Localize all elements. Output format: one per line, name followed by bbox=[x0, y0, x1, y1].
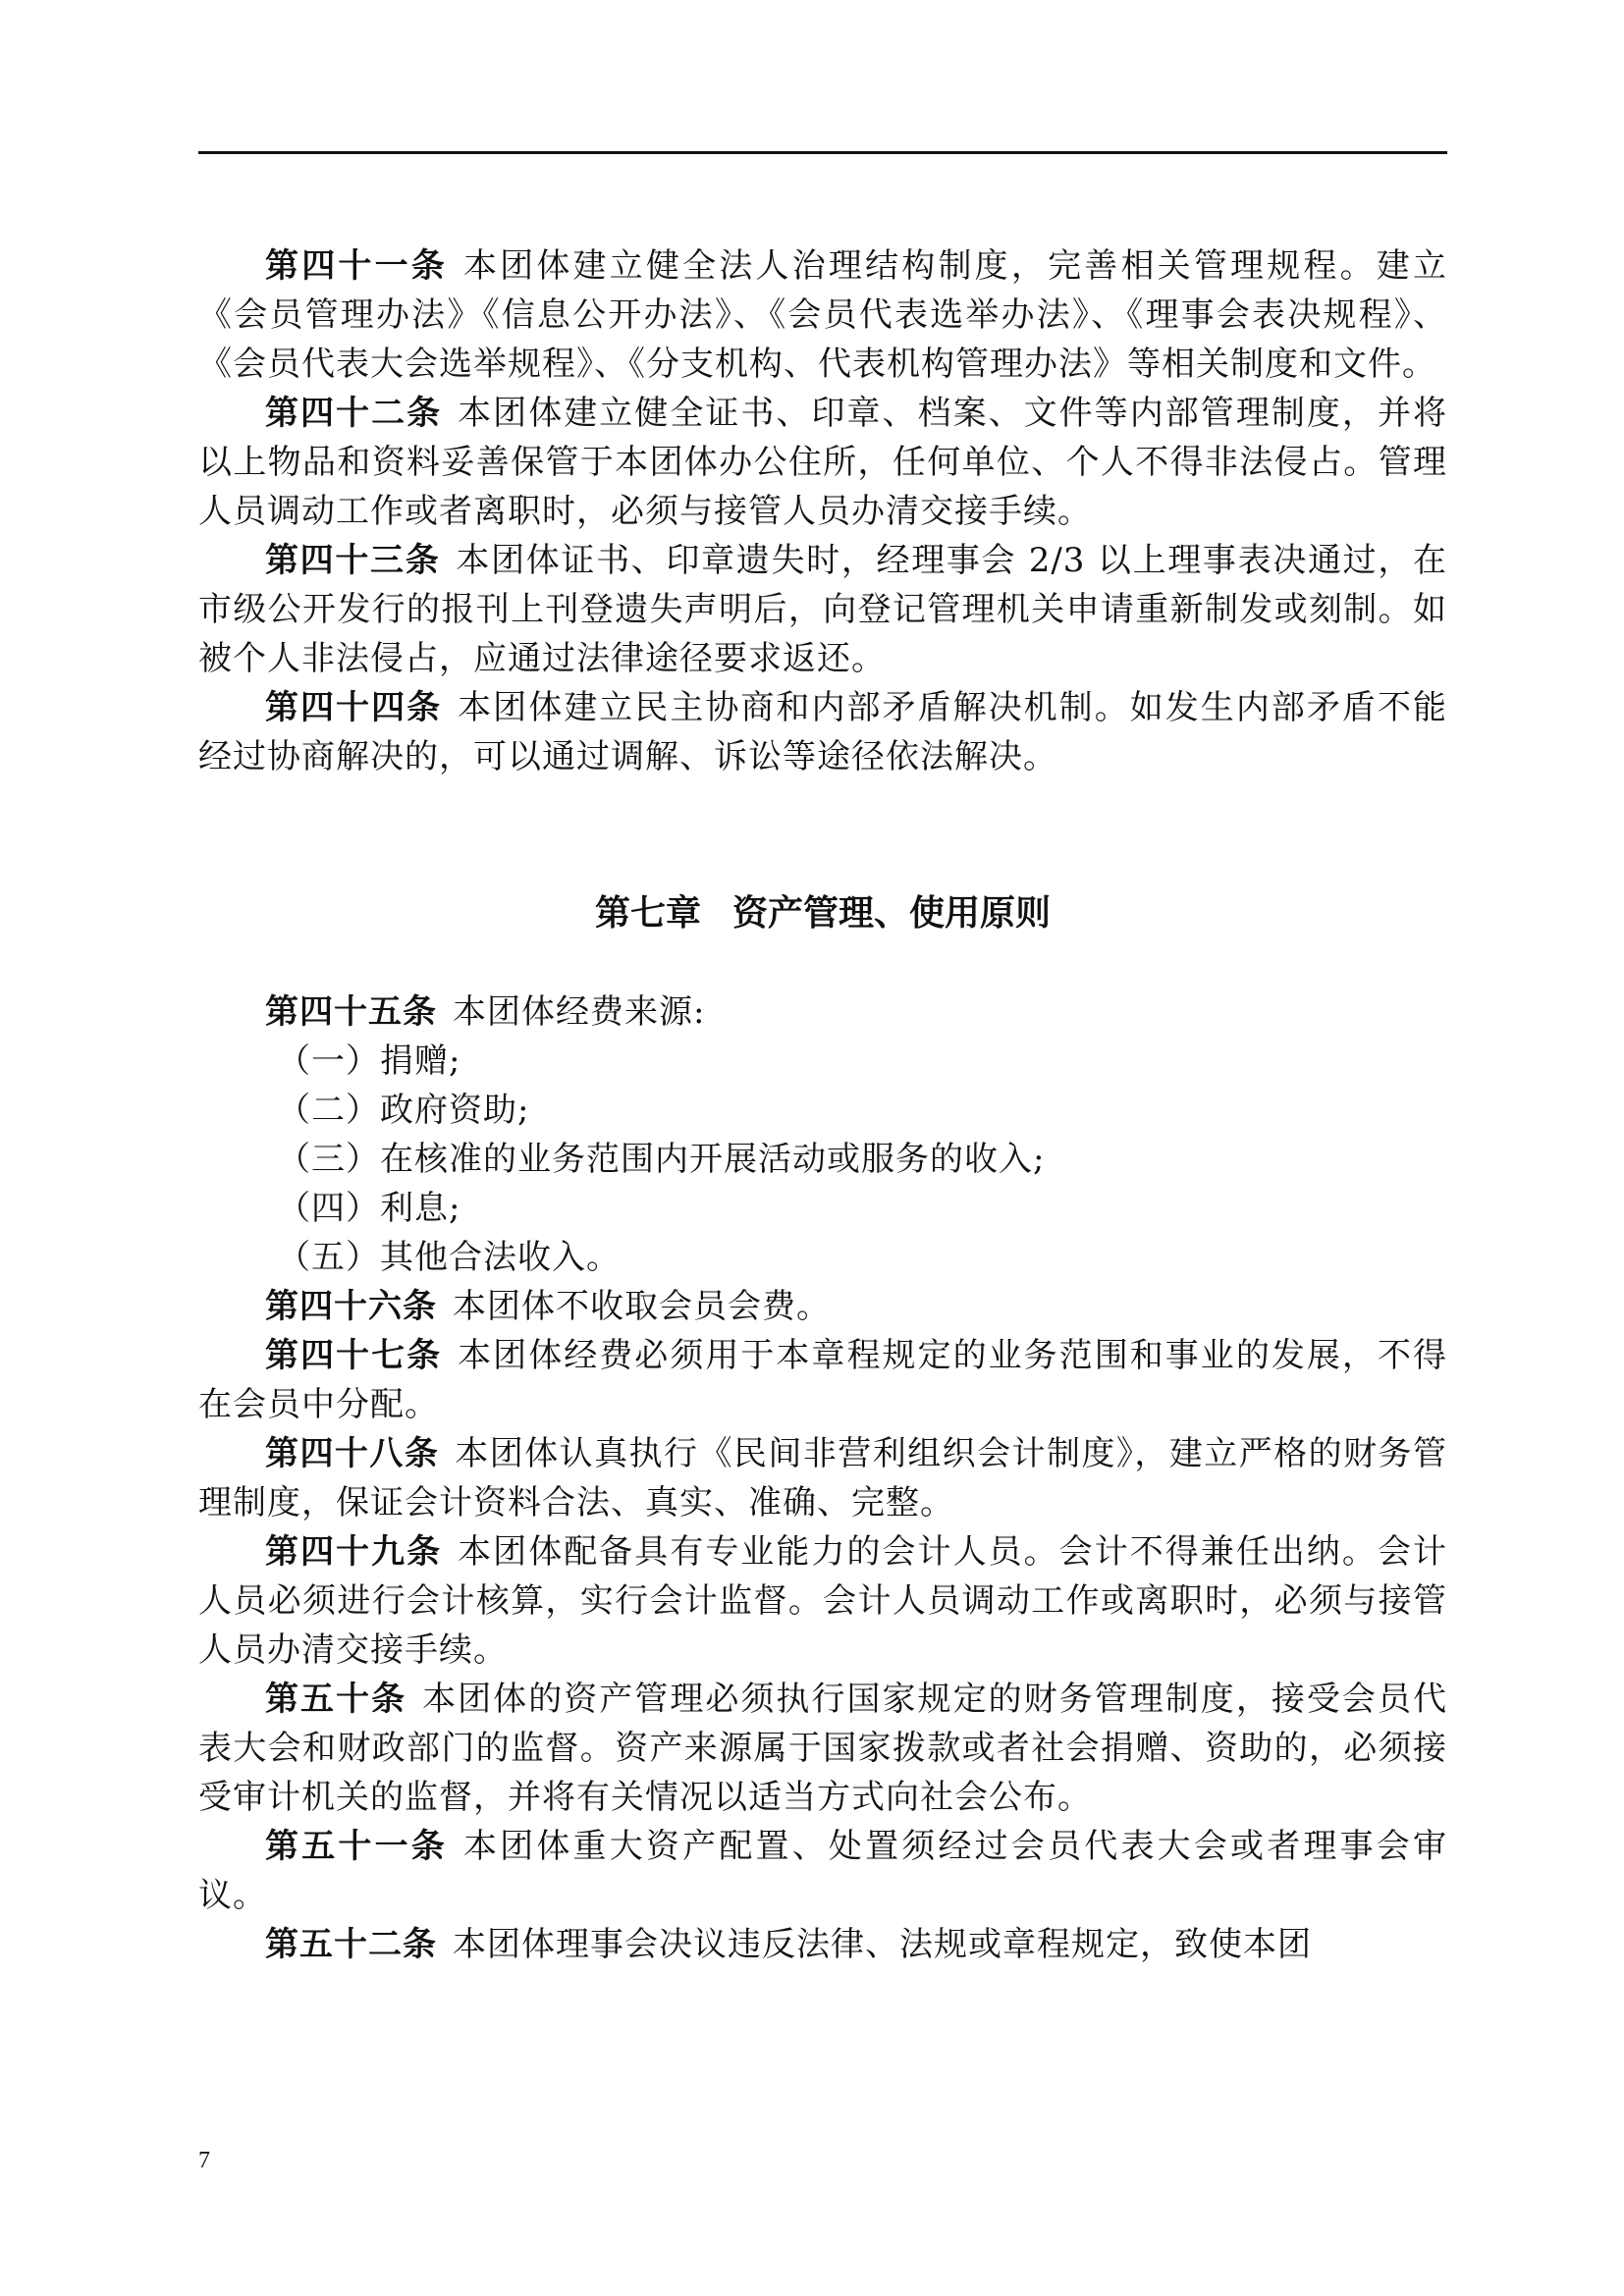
list-item: （四）利息; bbox=[277, 1189, 461, 1228]
page-number: 7 bbox=[198, 2148, 210, 2173]
article-number: 第五十一条 bbox=[265, 1827, 448, 1866]
header-rule bbox=[198, 151, 1447, 154]
article-43 bbox=[198, 536, 1447, 683]
article-text: 本团体经费必须用于本章程规定的业务范围和事业的发展，不得在会员中分配。 bbox=[198, 1336, 1447, 1424]
article-text: 本团体认真执行《民间非营利组织会计制度》，建立严格的财务管理制度，保证会计资料合法、真实、准确、完整。 bbox=[198, 1434, 1448, 1522]
article-46 bbox=[198, 1282, 1447, 1331]
list-item: （五）其他合法收入。 bbox=[277, 1238, 621, 1277]
article-number: 第四十五条 bbox=[265, 992, 437, 1032]
document-body bbox=[198, 241, 1447, 1969]
chapter-heading bbox=[198, 887, 1447, 940]
article-text: 本团体建立健全证书、印章、档案、文件等内部管理制度，并将以上物品和资料妥善保管于本团体办公住所，任何单位、个人不得非法侵占。管理人员调动工作或者离职时，必须与接管人员办清交接手续。 bbox=[198, 394, 1447, 531]
article-52 bbox=[198, 1920, 1447, 1969]
article-41 bbox=[198, 241, 1447, 389]
list-item: （三）在核准的业务范围内开展活动或服务的收入; bbox=[277, 1140, 1046, 1179]
article-number: 第四十九条 bbox=[265, 1532, 443, 1572]
article-text: 本团体证书、印章遗失时，经理事会 2/3 以上理事表决通过，在市级公开发行的报刊上刊登遗失声明后，向登记管理机关申请重新制发或刻制。如被个人非法侵占，应通过法律途径要求返还。 bbox=[198, 541, 1447, 678]
article-number: 第五十二条 bbox=[265, 1925, 437, 1964]
article-text: 本团体建立健全法人治理结构制度，完善相关管理规程。建立《会员管理办法》《信息公开办法》、《会员代表选举办法》、《理事会表决规程》、《会员代表大会选举规程》、《分支机构、代表机构管理办法》等相关制度和文件。 bbox=[198, 246, 1447, 384]
article-49 bbox=[198, 1527, 1447, 1675]
article-50 bbox=[198, 1675, 1447, 1822]
article-text: 本团体配备具有专业能力的会计人员。会计不得兼任出纳。会计人员必须进行会计核算，实行会计监督。会计人员调动工作或离职时，必须与接管人员办清交接手续。 bbox=[198, 1532, 1447, 1670]
article-text: 本团体的资产管理必须执行国家规定的财务管理制度，接受会员代表大会和财政部门的监督。资产来源属于国家拨款或者社会捐赠、资助的，必须接受审计机关的监督，并将有关情况以适当方式向社会公布。 bbox=[198, 1680, 1447, 1817]
article-number: 第四十一条 bbox=[265, 246, 448, 286]
article-number: 第四十六条 bbox=[265, 1287, 437, 1326]
article-text: 本团体经费来源: bbox=[453, 992, 706, 1032]
article-45 bbox=[198, 988, 1447, 1037]
article-text: 本团体建立民主协商和内部矛盾解决机制。如发生内部矛盾不能经过协商解决的，可以通过调解、诉讼等途径依法解决。 bbox=[198, 688, 1447, 776]
article-44 bbox=[198, 683, 1447, 781]
article-number: 第四十八条 bbox=[265, 1434, 440, 1473]
article-number: 第四十四条 bbox=[265, 688, 443, 727]
article-51 bbox=[198, 1822, 1447, 1920]
article-47 bbox=[198, 1331, 1447, 1429]
article-number: 第四十七条 bbox=[265, 1336, 443, 1375]
article-42 bbox=[198, 389, 1447, 536]
article-text: 本团体不收取会员会费。 bbox=[453, 1287, 831, 1326]
chapter-number: 第七章 bbox=[594, 893, 701, 934]
list-item: （二）政府资助; bbox=[277, 1091, 530, 1130]
article-text: 本团体重大资产配置、处置须经过会员代表大会或者理事会审议。 bbox=[198, 1827, 1447, 1915]
article-number: 第五十条 bbox=[265, 1680, 407, 1719]
article-text: 本团体理事会决议违反法律、法规或章程规定，致使本团 bbox=[453, 1925, 1312, 1964]
list-item: （一）捐赠; bbox=[277, 1041, 461, 1081]
article-number: 第四十二条 bbox=[265, 394, 443, 433]
chapter-title: 资产管理、使用原则 bbox=[732, 893, 1052, 934]
article-48 bbox=[198, 1429, 1447, 1527]
article-number: 第四十三条 bbox=[265, 541, 441, 580]
